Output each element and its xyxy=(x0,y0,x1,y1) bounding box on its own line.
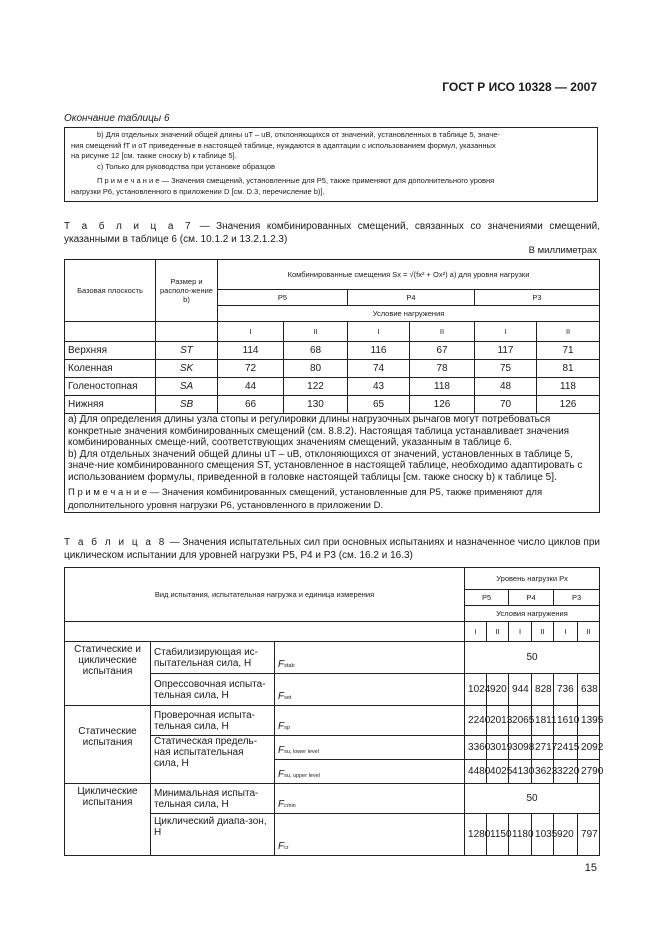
cell: 1811 xyxy=(532,706,554,736)
merged-cell: 50 xyxy=(465,784,600,814)
table7-col-size: Размер и располо-жение b) xyxy=(156,260,218,322)
page-number: 15 xyxy=(584,862,597,874)
row-name: Голеностопная xyxy=(65,378,156,396)
row-name: Коленная xyxy=(65,360,156,378)
table8-level-head: Уровень нагрузки Px xyxy=(465,568,600,590)
cell: 72 xyxy=(218,360,284,378)
cell: 70 xyxy=(475,396,537,414)
cell: 4130 xyxy=(509,760,532,784)
table8-level: Р5 xyxy=(465,590,509,606)
force-symbol xyxy=(275,674,465,706)
cell: 116 xyxy=(348,342,410,360)
table7-title-prefix: Т а б л и ц а 7 xyxy=(64,221,194,232)
table-row xyxy=(65,642,600,674)
row-label: Минимальная испыта-тельная сила, Н xyxy=(151,784,275,814)
cell: 68 xyxy=(284,342,348,360)
table-row xyxy=(65,396,600,414)
force-symbol xyxy=(275,736,465,760)
table7-level: Р3 xyxy=(475,290,600,306)
cell: 2240 xyxy=(465,706,487,736)
cell: 75 xyxy=(475,360,537,378)
note-line1: П р и м е ч а н и е — Значения смещений, установленные для Р5, также применяют для дополнительного уровня xyxy=(97,176,495,186)
cell: 71 xyxy=(537,342,600,360)
cell: 3623 xyxy=(532,760,554,784)
cell: 117 xyxy=(475,342,537,360)
cell: 78 xyxy=(410,360,475,378)
table7-title-rest: — Значения комбинированных смещений, связанных со значениями смещений, указанными в таблице 6 (см. 10.1.2 и 13.2.1.2.3) xyxy=(64,221,600,245)
table7-footnote-b: b) Для отдельных значений общей длины uT – uB, отклоняющихся от значений, установленных в таблице 5, значе-ние комбинированного смещения ST, установленное в настоящей таблице, необходимо адаптировать с использованием формулы, приведенной в головке настоящей таблицы [см. также сноску b) к таблице 5]. xyxy=(68,448,583,483)
table-row xyxy=(65,784,600,814)
table7-footnote-a: a) Для определения длины узла стопы и регулировки длины нагрузочных рычагов могут потребоваться конкретные значения комбинированных смещений (см. 8.8.2). Настоящая таблица устанавливает значения комбинированных смеще-ний, соответствующих значениям смещений, указанным в таблице 6. xyxy=(68,414,570,448)
force-symbol xyxy=(275,706,465,736)
cell: 2790 xyxy=(578,760,600,784)
table8-cond-label: II xyxy=(578,622,600,642)
table7-cond-label: I xyxy=(348,322,410,342)
row-name: Нижняя xyxy=(65,396,156,414)
cell: 122 xyxy=(284,378,348,396)
standard-header: ГОСТ Р ИСО 10328 — 2007 xyxy=(442,80,597,94)
table7-title xyxy=(64,221,600,246)
table8-level: Р3 xyxy=(554,590,600,606)
cell: 3220 xyxy=(554,760,578,784)
table8-level: Р4 xyxy=(509,590,554,606)
table8-cond-label: II xyxy=(487,622,509,642)
cell: 3098 xyxy=(509,736,532,760)
force-subscript: su, lower level xyxy=(284,749,319,755)
cell: 126 xyxy=(537,396,600,414)
table7-footnotes xyxy=(65,414,600,513)
table7-cond-label: I xyxy=(218,322,284,342)
cell: 1180 xyxy=(509,814,532,856)
table8-cond-label: I xyxy=(509,622,532,642)
note-line2: нагрузки Р6, установленного в приложении D [см. D.3, перечисление b)]. xyxy=(71,186,325,196)
cell: 920 xyxy=(554,814,578,856)
table8-condition: Условия нагружения xyxy=(465,606,600,622)
cell: 920 xyxy=(487,674,509,706)
table7-unit: В миллиметрах xyxy=(528,245,597,256)
force-symbol xyxy=(275,760,465,784)
merged-cell: 50 xyxy=(465,642,600,674)
row-symbol: SA xyxy=(156,378,218,396)
force-letter: F xyxy=(278,691,285,702)
table8-col-head: Вид испытания, испытательная нагрузка и единица измерения xyxy=(65,568,465,622)
cell: 2717 xyxy=(532,736,554,760)
table8-title-rest: — Значения испытательных сил при основных испытаниях и назначенное число циклов при циклическом испытании для уровней нагрузки Р5, Р4 и Р3 (см. 16.2 и 16.3) xyxy=(64,537,600,561)
cell: 2065 xyxy=(509,706,532,736)
cell: 80 xyxy=(284,360,348,378)
row-label: Статическая предель-ная испытательная сила, Н xyxy=(151,736,275,784)
cell: 130 xyxy=(284,396,348,414)
table7 xyxy=(64,259,600,513)
cell: 118 xyxy=(537,378,600,396)
row-label: Проверочная испыта-тельная сила, Н xyxy=(151,706,275,736)
cell: 44 xyxy=(218,378,284,396)
cell: 118 xyxy=(410,378,475,396)
table8-cond-label: II xyxy=(532,622,554,642)
table7-col-base: Базовая плоскость xyxy=(65,260,156,322)
table7-empty-cell xyxy=(156,322,218,342)
table-row xyxy=(65,342,600,360)
force-letter: F xyxy=(278,841,285,852)
table7-note: П р и м е ч а н и е — Значения комбинированных смещений, установленные для Р5, также применяют для дополнительного уровня нагрузки Р6, установленного в приложении D. xyxy=(68,487,543,511)
cell: 1035 xyxy=(532,814,554,856)
cell: 736 xyxy=(554,674,578,706)
table7-level: Р4 xyxy=(348,290,475,306)
table8-empty-cell xyxy=(65,622,465,642)
row-label: Стабилизирующая ис-пытательная сила, Н xyxy=(151,642,275,674)
cell: 944 xyxy=(509,674,532,706)
note-b-line1: b) Для отдельных значений общей длины uT – uB, отклоняющихся от значений, установленных в таблице 5, значе- xyxy=(97,130,500,139)
table7-cond-label: I xyxy=(475,322,537,342)
group-cyclic: Циклические испытания xyxy=(65,784,151,856)
cell: 4480 xyxy=(465,760,487,784)
row-symbol: SK xyxy=(156,360,218,378)
table-row xyxy=(65,360,600,378)
note-c: c) Только для руководства при установке образцов xyxy=(97,161,276,171)
table-continuation-label: Окончание таблицы 6 xyxy=(64,113,170,124)
cell: 828 xyxy=(532,674,554,706)
force-subscript: stab xyxy=(284,663,295,669)
force-subscript: set xyxy=(284,695,292,701)
table8 xyxy=(64,567,604,856)
row-symbol: SB xyxy=(156,396,218,414)
cell: 48 xyxy=(475,378,537,396)
force-symbol xyxy=(275,642,465,674)
force-letter: F xyxy=(278,769,285,780)
cell: 797 xyxy=(578,814,600,856)
force-subscript: cr xyxy=(284,845,289,851)
force-subscript: cmin xyxy=(284,803,296,809)
row-label: Циклический диапа-зон, Н xyxy=(151,814,275,856)
force-letter: F xyxy=(278,799,285,810)
table7-level: Р5 xyxy=(218,290,348,306)
cell: 3019 xyxy=(487,736,509,760)
cell: 67 xyxy=(410,342,475,360)
cell: 1395 xyxy=(578,706,600,736)
table7-combined-header: Комбинированные смещения Sx = √(fx² + Ox²) a) для уровня нагрузки xyxy=(218,260,600,290)
cell: 2092 xyxy=(578,736,600,760)
cell: 1280 xyxy=(465,814,487,856)
cell: 66 xyxy=(218,396,284,414)
force-symbol xyxy=(275,784,465,814)
cell: 1610 xyxy=(554,706,578,736)
cell: 1150 xyxy=(487,814,509,856)
force-subscript: su, upper level xyxy=(284,773,320,779)
cell: 114 xyxy=(218,342,284,360)
cell: 81 xyxy=(537,360,600,378)
table-row xyxy=(65,378,600,396)
cell: 65 xyxy=(348,396,410,414)
note-b-line2: ния смещений fT и oT приведенные в настоящей таблице, нуждаются в адаптации с использованием формул, указанных xyxy=(71,140,496,150)
force-letter: F xyxy=(278,659,285,670)
force-letter: F xyxy=(278,721,285,732)
cell: 43 xyxy=(348,378,410,396)
row-name: Верхняя xyxy=(65,342,156,360)
group-static-cyclic: Статические и циклические испытания xyxy=(65,642,151,706)
cell: 3360 xyxy=(465,736,487,760)
table-row xyxy=(65,706,600,736)
table8-title-prefix: Т а б л и ц а 8 xyxy=(64,537,167,548)
table7-cond-label: II xyxy=(537,322,600,342)
force-subscript: sp xyxy=(284,725,290,731)
cell: 74 xyxy=(348,360,410,378)
table7-cond-label: II xyxy=(284,322,348,342)
force-letter: F xyxy=(278,745,285,756)
group-static: Статические испытания xyxy=(65,706,151,784)
cell: 4025 xyxy=(487,760,509,784)
table8-title xyxy=(64,537,600,562)
cell: 638 xyxy=(578,674,600,706)
force-symbol xyxy=(275,814,465,856)
table8-cond-label: I xyxy=(554,622,578,642)
row-symbol: ST xyxy=(156,342,218,360)
cell: 1024 xyxy=(465,674,487,706)
row-label: Опрессовочная испыта-тельная сила, Н xyxy=(151,674,275,706)
cell: 2415 xyxy=(554,736,578,760)
table8-cond-label: I xyxy=(465,622,487,642)
cell: 126 xyxy=(410,396,475,414)
table7-condition: Условие нагружения xyxy=(218,306,600,322)
note-b-line3: на рисунке 12 [см. также сноску b) к таблице 5]. xyxy=(71,151,237,161)
table7-empty-cell xyxy=(65,322,156,342)
cell: 2013 xyxy=(487,706,509,736)
table6-notes xyxy=(64,127,598,202)
table7-cond-label: II xyxy=(410,322,475,342)
